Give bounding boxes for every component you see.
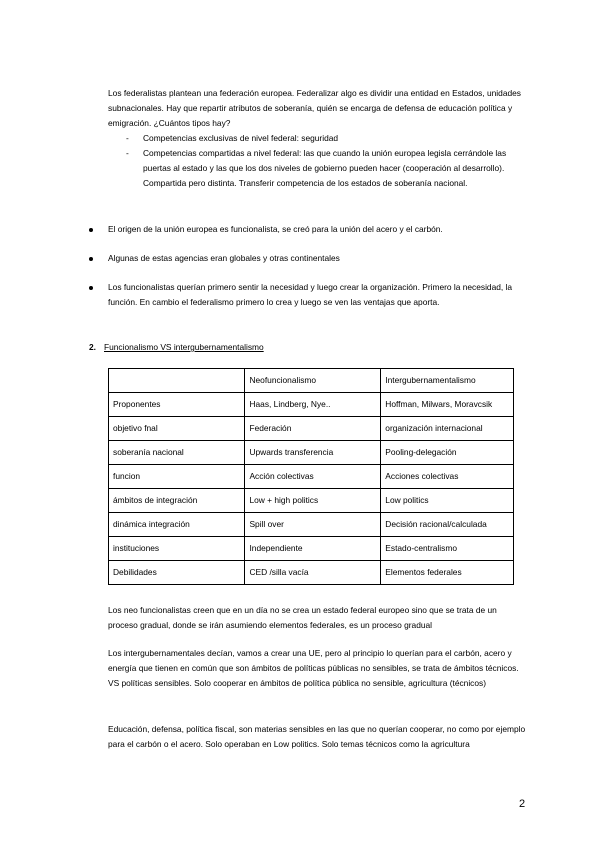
bullet-paragraph	[108, 251, 528, 266]
table-cell: Debilidades	[109, 561, 245, 585]
paragraph-text: Los intergubernamentales decían, vamos a crear una UE, pero al principio lo querían para el carbón, acero y energía que tienen en común que son ámbitos de políticas públicas no sensibles, se trata de ámbitos técnicos. VS políticas sensibles. Solo cooperar en ámbitos de política pública no sensible, agricultura (técnicos)	[108, 648, 519, 688]
table-cell: CED /silla vacía	[245, 561, 381, 585]
table-cell: Hoffman, Milwars, Moravcsik	[381, 393, 514, 417]
body-paragraph	[108, 722, 528, 752]
table-row	[109, 465, 514, 489]
table-cell: dinámica integración	[109, 513, 245, 537]
body-paragraph	[108, 603, 528, 633]
body-paragraph	[108, 646, 528, 691]
paragraph-text: Educación, defensa, política fiscal, son materias sensibles en las que no querían cooperar, no como por ejemplo para el carbón o el acero. Solo operaban en Low politics. Solo temas técnicos como la agricultura	[108, 724, 526, 749]
table-cell	[109, 369, 245, 393]
table-cell: Low politics	[381, 489, 514, 513]
section-number: 2.	[89, 342, 96, 352]
intro-paragraph: Los federalistas plantean una federación europea. Federalizar algo es dividir una entidad en Estados, unidades subnacionales. Hay que repartir atributos de soberanía, quién se encarga de defensa de educación política y emigración. ¿Cuántos tipos hay?	[108, 88, 521, 128]
table-cell: Neofuncionalismo	[245, 369, 381, 393]
table-row	[109, 441, 514, 465]
bullet-text: Algunas de estas agencias eran globales y otras continentales	[108, 253, 340, 263]
table-cell: Acciones colectivas	[381, 465, 514, 489]
table-row	[109, 489, 514, 513]
bullet-text: Los funcionalistas querían primero sentir la necesidad y luego crear la organización. Primero la necesidad, la función. En cambio el federalismo primero lo crea y luego se ven las ventajas que aporta.	[108, 282, 513, 307]
table-cell: Haas, Lindberg, Nye..	[245, 393, 381, 417]
table-cell: Decisión racional/calculada	[381, 513, 514, 537]
bullet-icon	[89, 251, 97, 266]
table-cell: Intergubernamentalismo	[381, 369, 514, 393]
bullet-icon	[89, 222, 97, 237]
comparison-table	[108, 368, 514, 585]
list-item-text: Competencias exclusivas de nivel federal: seguridad	[143, 133, 339, 143]
list-item-text: Competencias compartidas a nivel federal: las que cuando la unión europea legisla cerrándole las puertas al estado y las que los dos niveles de gobierno pueden hacer (cooperación al desarrollo).	[143, 148, 507, 173]
table-cell: Upwards transferencia	[245, 441, 381, 465]
list-item	[108, 131, 528, 146]
table-cell: Independiente	[245, 537, 381, 561]
table-cell: organización internacional	[381, 417, 514, 441]
table-row	[109, 417, 514, 441]
table-cell: Federación	[245, 417, 381, 441]
table-cell: ámbitos de integración	[109, 489, 245, 513]
table-row	[109, 561, 514, 585]
bullet-text: El origen de la unión europea es funcionalista, se creó para la unión del acero y el carbón.	[108, 224, 443, 234]
bullet-paragraph	[108, 222, 528, 237]
table-cell: instituciones	[109, 537, 245, 561]
table-cell: funcion	[109, 465, 245, 489]
intro-block	[108, 86, 528, 191]
bullet-paragraph	[108, 280, 528, 310]
table-row	[109, 537, 514, 561]
continuation-text: Compartida pero distinta. Transferir competencia de los estados de soberanía nacional.	[143, 178, 468, 188]
section-title: Funcionalismo VS intergubernamentalismo	[104, 342, 264, 352]
table-row	[109, 393, 514, 417]
list-item	[108, 146, 528, 176]
table-row	[109, 513, 514, 537]
table-cell: objetivo fnal	[109, 417, 245, 441]
table-cell: Estado-centralismo	[381, 537, 514, 561]
table-cell: Elementos federales	[381, 561, 514, 585]
table-cell: Pooling-delegación	[381, 441, 514, 465]
table-cell: Acción colectivas	[245, 465, 381, 489]
table-cell: soberanía nacional	[109, 441, 245, 465]
bullet-icon	[89, 280, 97, 295]
page-number: 2	[519, 798, 526, 810]
table-header-row	[109, 369, 514, 393]
table-cell: Low + high politics	[245, 489, 381, 513]
dash-marker: -	[126, 148, 129, 158]
section-heading	[89, 340, 264, 355]
paragraph-text: Los neo funcionalistas creen que en un día no se crea un estado federal europeo sino que se trata de un proceso gradual, donde se irán asumiendo elementos federales, es un proceso gradual	[108, 605, 497, 630]
table-cell: Proponentes	[109, 393, 245, 417]
dash-marker: -	[126, 133, 129, 143]
table-cell: Spill over	[245, 513, 381, 537]
